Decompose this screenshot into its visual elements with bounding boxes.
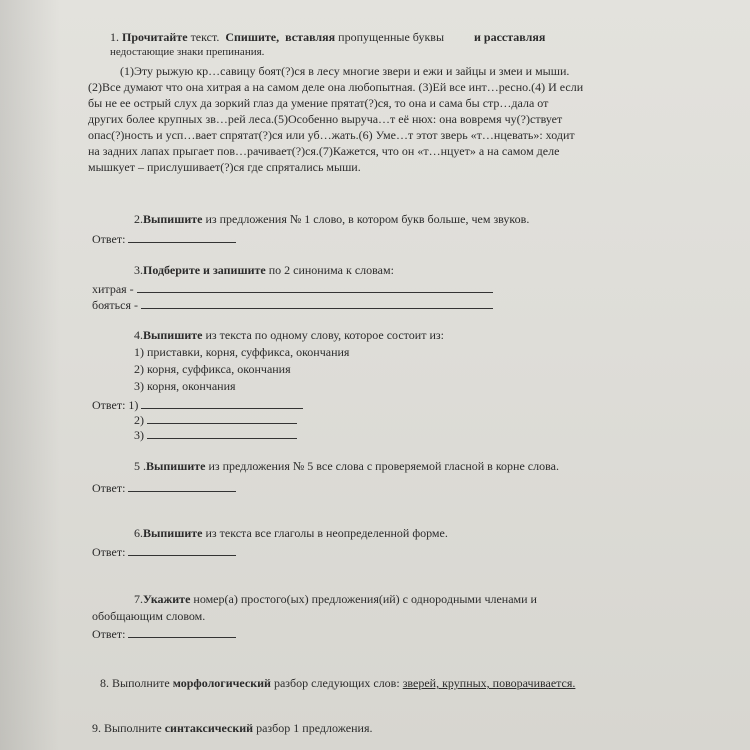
task3-word: бояться - bbox=[92, 298, 138, 312]
task4-bold: Выпишите bbox=[143, 328, 203, 342]
task1-text-line: бы не ее острый слух да зоркий глаз да умение прятат(?)ся, то она и сама бы стр…дала от bbox=[88, 96, 549, 110]
task7-instruction bbox=[134, 592, 537, 606]
answer-blank[interactable] bbox=[128, 481, 236, 492]
task6-answer bbox=[92, 545, 236, 559]
task5-text: из предложения № 5 все слова с проверяемой гласной в корне слова. bbox=[205, 459, 559, 473]
task1-instruction bbox=[110, 30, 545, 44]
task9-prefix: 9. Выполните bbox=[92, 721, 165, 735]
synonym-blank[interactable] bbox=[141, 298, 493, 309]
task6-bold: Выпишите bbox=[143, 526, 203, 540]
task4-option: 1) приставки, корня, суффикса, окончания bbox=[134, 345, 350, 359]
task6-instruction bbox=[134, 526, 448, 540]
task4-number: 4. bbox=[134, 328, 143, 342]
task3-number: 3. bbox=[134, 263, 143, 277]
task5-number: 5 . bbox=[134, 459, 146, 473]
task4-option: 2) корня, суффикса, окончания bbox=[134, 362, 291, 376]
answer-blank[interactable] bbox=[128, 545, 236, 556]
answer-number: 3) bbox=[134, 428, 144, 442]
task6-text: из текста все глаголы в неопределенной форме. bbox=[202, 526, 448, 540]
task2-text: из предложения № 1 слово, в котором букв больше, чем звуков. bbox=[202, 212, 530, 226]
task1-bold-placing: и расставляя bbox=[474, 30, 546, 44]
task1-number: 1. bbox=[110, 30, 119, 44]
task4-answer bbox=[134, 428, 297, 442]
task6-number: 6. bbox=[134, 526, 143, 540]
task8-text: разбор следующих слов: bbox=[270, 676, 403, 690]
task2-instruction bbox=[134, 212, 529, 226]
task7-bold: Укажите bbox=[143, 592, 191, 606]
answer-blank[interactable] bbox=[147, 428, 297, 439]
task4-text: из текста по одному слову, которое состоит из: bbox=[202, 328, 444, 342]
task3-text: по 2 синонима к словам: bbox=[265, 263, 394, 277]
answer-blank[interactable] bbox=[128, 627, 236, 638]
task1-line2: недостающие знаки препинания. bbox=[110, 46, 265, 58]
answer-blank[interactable] bbox=[128, 232, 236, 243]
synonym-blank[interactable] bbox=[137, 282, 493, 293]
answer-blank[interactable] bbox=[141, 398, 303, 409]
answer-label: Ответ: bbox=[92, 627, 126, 641]
task4-answer bbox=[134, 413, 297, 427]
task9-text: разбор 1 предложения. bbox=[253, 721, 373, 735]
task1-text-line: опас(?)ность и усп…вает спрятат(?)ся или уб…жать.(6) Уме…т этот зверь «т…нцевать»: ходит bbox=[88, 128, 575, 142]
task5-instruction bbox=[134, 459, 559, 473]
task3-word-row bbox=[92, 282, 493, 296]
task8-bold: морфологический bbox=[172, 676, 271, 690]
task9-bold: синтаксический bbox=[164, 721, 254, 735]
task3-word: хитрая - bbox=[92, 282, 134, 296]
answer-label: Ответ: bbox=[92, 481, 126, 495]
task2-answer bbox=[92, 232, 236, 246]
task1-missing-letters: пропущенные буквы bbox=[338, 30, 445, 44]
task8-prefix: 8. Выполните bbox=[100, 676, 173, 690]
task1-text-line: (1)Эту рыжую кр…савицу боят(?)ся в лесу многие звери и ежи и зайцы и змеи и мыши. bbox=[120, 64, 570, 78]
task4-answer bbox=[92, 398, 303, 412]
task5-answer bbox=[92, 481, 236, 495]
task1-text-line: мышкует – прислушивает(?)ся где спрятались мыши. bbox=[88, 160, 361, 174]
task1-text-line: (2)Все думают что она хитрая а на самом деле она любопытная. (3)Ей все инт…ресно.(4) И если bbox=[88, 80, 584, 94]
task7-text: номер(а) простого(ых) предложения(ий) с однородными членами и bbox=[190, 592, 537, 606]
task9-instruction bbox=[92, 721, 372, 735]
task2-number: 2. bbox=[134, 212, 143, 226]
answer-blank[interactable] bbox=[147, 413, 297, 424]
task7-answer bbox=[92, 627, 236, 641]
task3-word-row bbox=[92, 298, 493, 312]
task1-text: текст. bbox=[187, 30, 220, 44]
task4-instruction bbox=[134, 328, 444, 342]
task1-bold-inserting: вставляя bbox=[285, 30, 336, 44]
task2-bold: Выпишите bbox=[143, 212, 203, 226]
task8-instruction bbox=[100, 676, 575, 690]
task1-bold-read: Прочитайте bbox=[122, 30, 188, 44]
task3-bold: Подберите и запишите bbox=[143, 263, 266, 277]
answer-label: Ответ: 1) bbox=[92, 398, 139, 412]
task3-instruction bbox=[134, 263, 394, 277]
task4-option: 3) корня, окончания bbox=[134, 379, 236, 393]
task7-line2: обобщающим словом. bbox=[92, 609, 206, 623]
task7-number: 7. bbox=[134, 592, 143, 606]
page-shadow bbox=[0, 0, 60, 750]
answer-label: Ответ: bbox=[92, 232, 126, 246]
task1-text-line: других более крупных зв…рей леса.(5)Особенно выруча…т её нюх: она вовремя чу(?)ствует bbox=[88, 112, 563, 126]
task1-bold-copy: Спишите, bbox=[225, 30, 280, 44]
task5-bold: Выпишите bbox=[146, 459, 206, 473]
task1-text-line: на задних лапах прыгает пов…рачивает(?)ся.(7)Кажется, что он «т…нцует» а на самом деле bbox=[88, 144, 560, 158]
task8-words: зверей, крупных, поворачивается. bbox=[402, 676, 576, 690]
answer-number: 2) bbox=[134, 413, 144, 427]
answer-label: Ответ: bbox=[92, 545, 126, 559]
